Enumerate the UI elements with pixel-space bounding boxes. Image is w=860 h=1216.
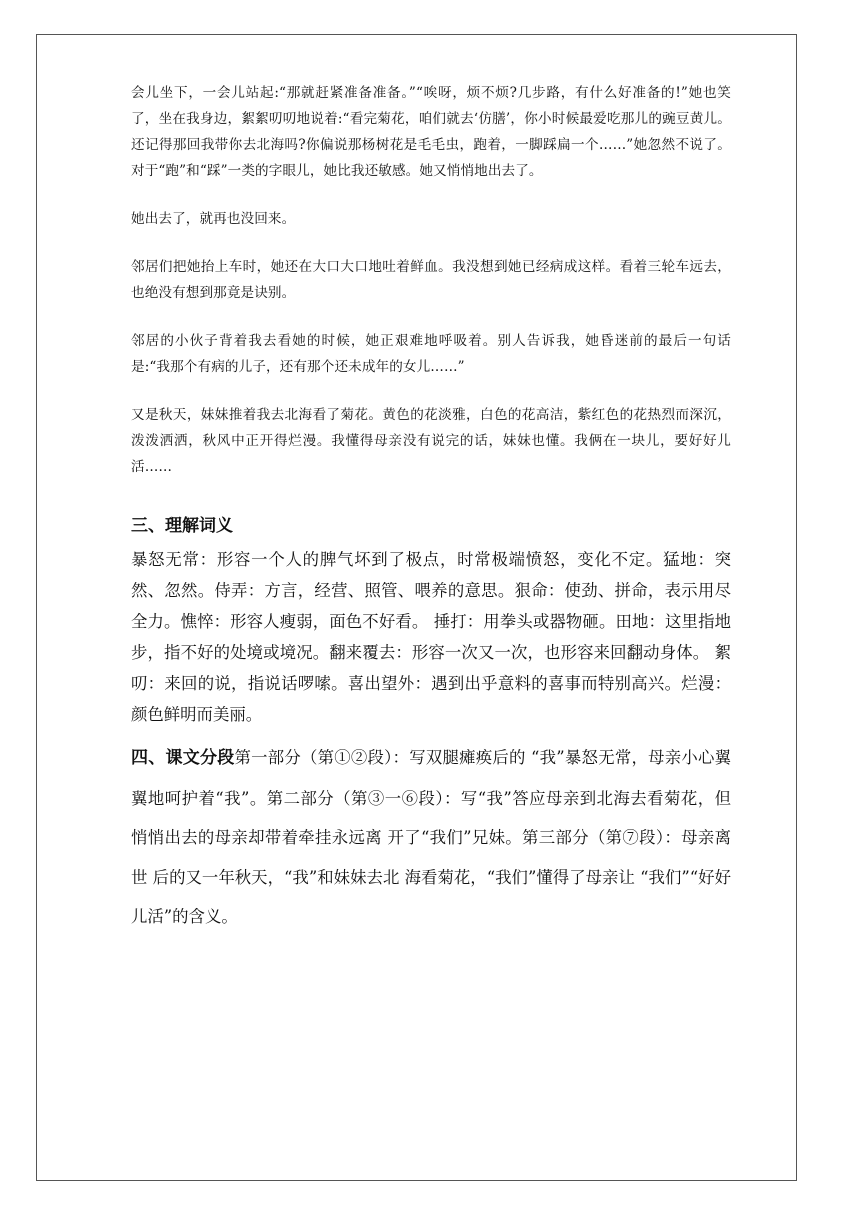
- section-body-vocabulary: 暴怒无常：形容一个人的脾气坏到了极点，时常极端愤怒，变化不定。猛地：突然、忽然。侍弄：方言，经营、照管、喂养的意思。狠命：使劲、拼命，表示用尽全力。憔悴：形容人瘦弱，面色不好看。 捶打：用拳头或器物砸。田地：这里指地步，指不好的处境或境况。翻来覆去：形容一次又一次，也形容来回翻动身体。 絮叨：来回的说，指说话啰嗦。喜出望外：遇到出乎意料的喜事而特别高兴。烂漫：颜色鲜明而美丽。: [131, 550, 731, 724]
- section-paragraph-division: [131, 738, 731, 937]
- section-body-division: 第一部分（第①②段）：写双腿瘫痪后的 “我”暴怒无常，母亲小心翼翼地呵护着“我”。第二部分（第③一⑥段）：写“我”答应母亲到北海去看菊花，但 悄悄出去的母亲却带着牵挂永远离 开了“我们”兄妹。第三部分（第⑦段）：母亲离世 后的又一年秋天，“我”和妹妹去北 海看菊花，“我们”懂得了母亲让 “我们”“好好儿活”的含义。: [131, 748, 731, 926]
- paragraph-last-words: 邻居的小伙子背着我去看她的时候，她正艰难地呼吸着。别人告诉我，她昏迷前的最后一句话是:“我那个有病的儿子，还有那个还未成年的女儿……”: [131, 333, 731, 375]
- paragraph-autumn-again: 又是秋天，妹妹推着我去北海看了菊花。黄色的花淡雅，白色的花高洁，紫红色的花热烈而深沉，泼泼洒洒，秋风中正开得烂漫。我懂得母亲没有说完的话，妹妹也懂。我俩在一块儿，要好好儿活……: [131, 407, 731, 475]
- paragraph-mother-chrysanthemum: 会儿坐下，一会儿站起:“那就赶紧准备准备。”“唉呀，烦不烦?几步路，有什么好准备的!”她也笑了，坐在我身边，絮絮叨叨地说着:“看完菊花，咱们就去‘仿膳’，你小时候最爱吃那儿的豌豆黄儿。还记得那回我带你去北海吗?你偏说那杨树花是毛毛虫，跑着，一脚踩扁一个……”她忽然不说了。对于“跑”和“踩”一类的字眼儿，她比我还敏感。她又悄悄地出去了。: [131, 85, 731, 179]
- paragraph-never-returned: 她出去了，就再也没回来。: [131, 211, 296, 227]
- paragraph-neighbors-carry: 邻居们把她抬上车时，她还在大口大口地吐着鲜血。我没想到她已经病成这样。看着三轮车远去，也绝没有想到那竟是诀别。: [131, 259, 731, 301]
- section-heading-vocabulary: 三、理解词义: [131, 516, 233, 536]
- section-heading-division: 四、课文分段: [131, 748, 235, 768]
- document-body: [131, 70, 731, 937]
